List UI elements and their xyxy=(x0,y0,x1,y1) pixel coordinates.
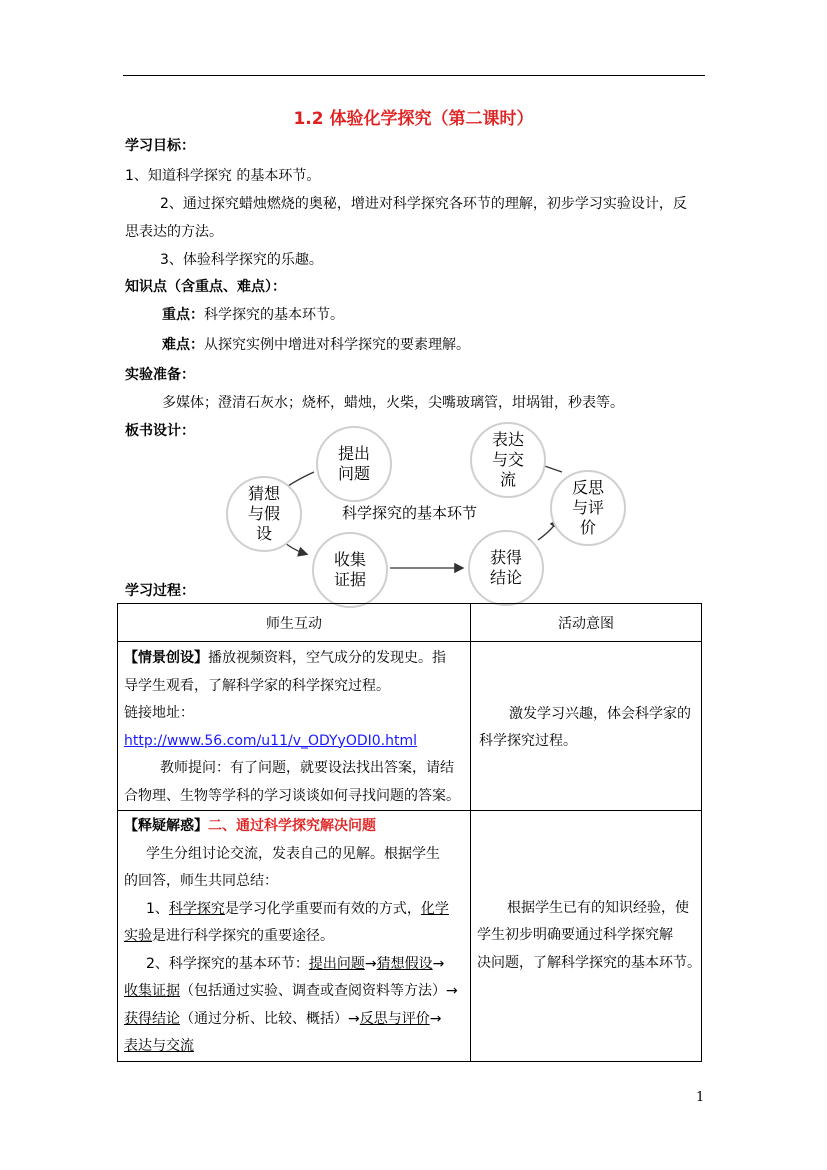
diagram-center-label: 科学探究的基本环节 xyxy=(342,504,478,522)
process-heading: 学习过程： xyxy=(125,583,195,599)
row1-tag: 【情景创设】 xyxy=(124,650,208,666)
prep-heading: 实验准备： xyxy=(125,367,195,383)
goal-item-2: 2、通过探究蜡烛燃烧的奥秘，增进对科学探究各环节的理解，初步学习实验设计，反 xyxy=(160,196,687,212)
table-row xyxy=(118,642,702,811)
col-header-intent: 活动意图 xyxy=(471,604,702,642)
knowledge-heading: 知识点（含重点、难点）： xyxy=(125,279,286,295)
key-point xyxy=(162,304,344,324)
goals-heading: 学习目标： xyxy=(125,138,195,154)
row2-heading: 二、通过科学探究解决问题 xyxy=(208,818,376,834)
difficult-point-label: 难点： xyxy=(162,337,204,353)
board-heading: 板书设计： xyxy=(125,423,195,439)
node-guess: 猜想与假设 xyxy=(226,476,302,552)
node-collect: 收集证据 xyxy=(312,532,388,608)
inquiry-cycle-diagram xyxy=(222,422,627,602)
node-express: 表达与交流 xyxy=(470,422,546,498)
node-ask: 提出问题 xyxy=(316,426,392,502)
row1-intent: 激发学习兴趣，体会科学家的 科学探究过程。 xyxy=(471,642,702,811)
page-title: 1.2 体验化学探究（第二课时） xyxy=(293,109,534,129)
key-point-label: 重点： xyxy=(162,307,204,323)
goal-item-2-cont: 思表达的方法。 xyxy=(125,224,223,240)
row2-interaction: 【释疑解惑】二、通过科学探究解决问题 学生分组讨论交流，发表自己的见解。根据学生 的回答，师生共同总结： 1、科学探究是学习化学重要而有效的方式，化学 实验是进行科学探究的重要途径。 2、科学探究的基本环节：提出问题→猜想假设→ 收集证据（包括通过实验、调查或查阅资料等方法）→ 获得结论（通过分析、比较、概括）→反思与评价→ 表达与交流 xyxy=(118,811,471,1062)
col-header-interaction: 师生互动 xyxy=(118,604,471,642)
difficult-point xyxy=(162,334,470,354)
row1-interaction: 【情景创设】播放视频资料，空气成分的发现史。指 导学生观看，了解科学家的科学探究过程。 链接地址： http://www.56.com/u11/v_ODYyODI0.html 教师提问：有了问题，就要设法找出答案，请结 合物理、生物等学科的学习谈谈如何寻找问题的答案。 xyxy=(118,642,471,811)
key-point-text: 科学探究的基本环节。 xyxy=(204,307,344,323)
node-reflect: 反思与评价 xyxy=(550,470,626,546)
table-header-row xyxy=(118,604,702,642)
video-link[interactable]: http://www.56.com/u11/v_ODYyODI0.html xyxy=(124,732,418,749)
node-conclude: 获得结论 xyxy=(468,530,544,606)
page-number: 1 xyxy=(696,1090,705,1105)
row2-tag: 【释疑解惑】 xyxy=(124,818,208,834)
goal-item-3: 3、体验科学探究的乐趣。 xyxy=(160,252,323,268)
table-row xyxy=(118,811,702,1062)
prep-text: 多媒体；澄清石灰水；烧杯，蜡烛，火柴，尖嘴玻璃管，坩埚钳，秒表等。 xyxy=(162,395,624,411)
header-rule xyxy=(123,75,705,76)
goal-item-1: 1、知道科学探究 的基本环节。 xyxy=(125,168,321,184)
lesson-process-table xyxy=(117,603,702,1062)
row2-intent: 根据学生已有的知识经验，使 学生初步明确要通过科学探究解 决问题，了解科学探究的基本环节。 xyxy=(471,811,702,1062)
difficult-point-text: 从探究实例中增进对科学探究的要素理解。 xyxy=(204,337,470,353)
